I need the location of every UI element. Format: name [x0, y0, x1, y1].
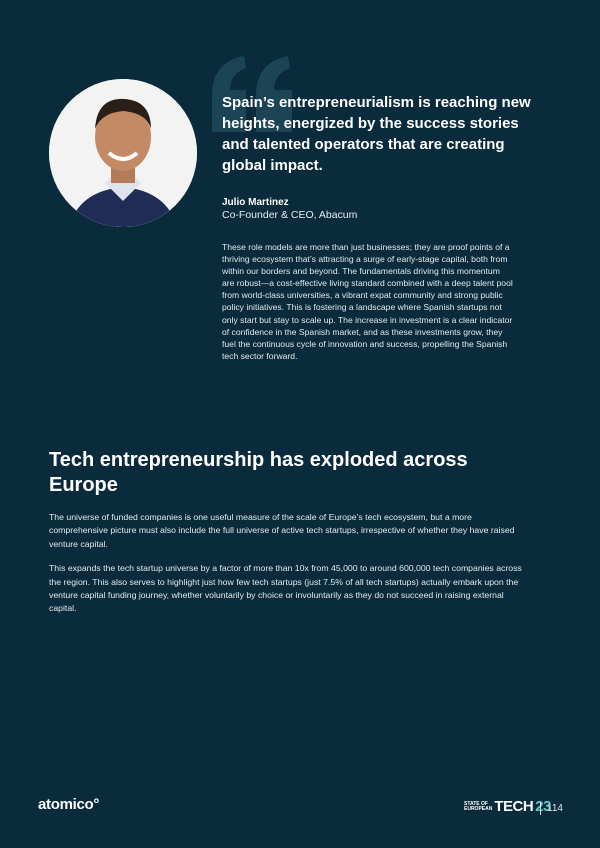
report-logo-small — [464, 802, 492, 813]
atomico-logo: atomico° — [38, 796, 100, 813]
paragraph: The universe of funded companies is one useful measure of the scale of Europe’s tech ecosystem, but a more comprehensive picture must also include the full universe of active tech startups, irrespective of whether they have raised venture capital. — [49, 512, 515, 549]
author-photo — [49, 79, 197, 227]
paragraph: This expands the tech startup universe by a factor of more than 10x from 45,000 to around 600,000 tech companies across the region. This also serves to highlight just how few tech startups (just 7.5% of all tech startups) actually embark upon the venture capital funding journey, whether voluntarily by choice or involuntarily as they do not succeed in raising external capital. — [49, 563, 522, 614]
report-logo-year: 23 — [535, 798, 551, 815]
quote-author-role: Co-Founder & CEO, Abacum — [222, 209, 358, 221]
quote-author: Julio Martinez — [222, 197, 289, 208]
report-logo-tech: TECH — [494, 798, 534, 815]
quote-body: These role models are more than just businesses; they are proof points of a thriving ecosystem that’s attracting a surge of early-stage capital, both from within our borders and beyond. The fundamentals driving this momentum are robust—a cost-effective living standard combined with a deep talent pool from world-class universities, a vibrant expat community and strong public policy initiatives. This is fostering a landscape where Spanish startups not only start but stay to scale up. The increase in investment is a clear indicator of confidence in the Spanish market, and as these investments grow, they fuel the continuous cycle of innovation and success, propelling the Spanish tech sector forward. — [222, 242, 513, 361]
section — [49, 448, 529, 627]
quote-column — [222, 92, 540, 362]
report-logo — [464, 799, 551, 815]
section-body — [49, 511, 529, 627]
report-logo-line: EUROPEAN — [464, 806, 493, 812]
page-number: 114 — [540, 802, 563, 815]
section-heading: Tech entrepreneurship has exploded across Europe — [49, 449, 468, 496]
report-logo-line: STATE OF — [464, 800, 488, 807]
pull-quote: Spain’s entrepreneurialism is reaching new heights, energized by the success stories and talented operators that are creating global impact. — [222, 94, 531, 174]
